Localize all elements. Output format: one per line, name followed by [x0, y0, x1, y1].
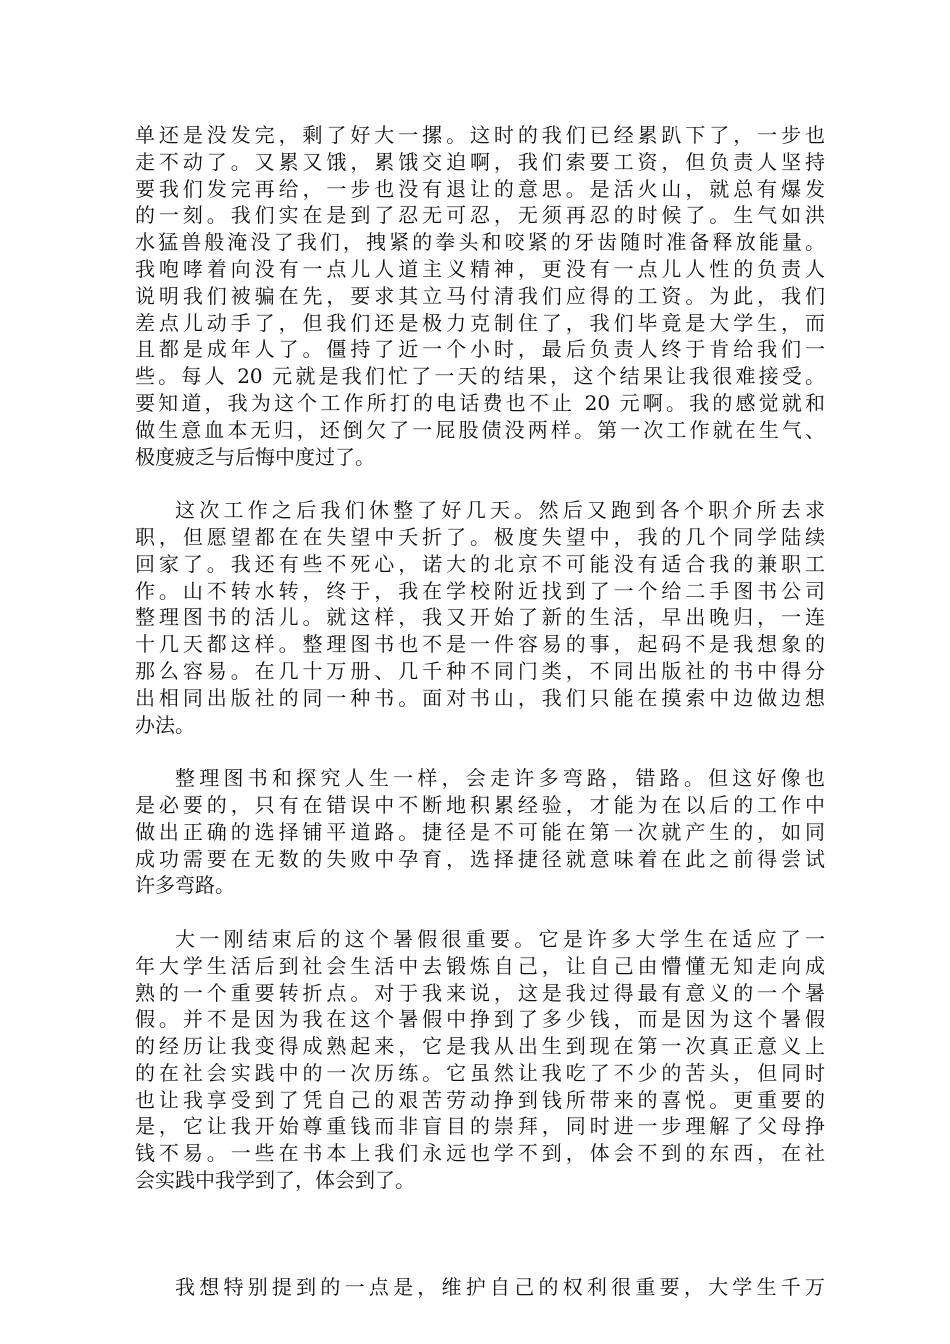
text-line: 我想特别提到的一点是，维护自己的权利很重要，大学生千万: [175, 1274, 825, 1299]
text-line: 的经历让我变得成熟起来，它是我从出生到现在第一次真正意义上: [135, 1034, 825, 1059]
text-line: 单还是没发完，剩了好大一摞。这时的我们已经累趴下了，一步也: [135, 123, 825, 147]
text-line: 说明我们被骗在先，要求其立马付清我们应得的工资。为此，我们: [135, 283, 825, 308]
text-line: 些。每人 20 元就是我们忙了一天的结果，这个结果让我很难接受。: [135, 364, 825, 389]
text-line: 差点儿动手了，但我们还是极力克制住了，我们毕竟是大学生，而: [135, 310, 825, 335]
text-line: 是必要的，只有在错误中不断地积累经验，才能为在以后的工作中: [135, 792, 825, 817]
paragraph-5: [135, 1274, 825, 1301]
paragraph-2: [135, 497, 825, 738]
text-line: 回家了。我还有些不死心，诺大的北京不可能没有适合我的兼职工: [135, 551, 825, 576]
document-body: [135, 122, 825, 1327]
text-line: 整理图书和探究人生一样，会走许多弯路，错路。但这好像也: [175, 766, 825, 791]
text-line: 办法。: [135, 712, 195, 737]
text-line: 的一刻。我们实在是到了忍无可忍，无须再忍的时候了。生气如洪: [135, 203, 825, 228]
text-line: 做出正确的选择铺平道路。捷径是不可能在第一次就产生的，如同: [135, 819, 825, 844]
text-line: 许多弯路。: [135, 873, 235, 898]
text-line: 要我们发完再给，一步也没有退让的意思。是活火山，就总有爆发: [135, 176, 825, 201]
text-line: 作。山不转水转，终于，我在学校附近找到了一个给二手图书公司: [135, 578, 825, 603]
text-line: 职，但愿望都在在失望中夭折了。极度失望中，我的几个同学陆续: [135, 524, 825, 549]
text-line: 是，它让我开始尊重钱而非盲目的崇拜，同时进一步理解了父母挣: [135, 1114, 825, 1139]
paragraph-4: [135, 926, 825, 1194]
text-line: 熟的一个重要转折点。对于我来说，这是我过得最有意义的一个暑: [135, 980, 825, 1005]
text-line: 我咆哮着向没有一点儿人道主义精神，更没有一点儿人性的负责人: [135, 256, 825, 281]
text-line: 走不动了。又累又饿，累饿交迫啊，我们索要工资，但负责人坚持: [135, 149, 825, 174]
text-line: 出相同出版社的同一种书。面对书山，我们只能在摸索中边做边想: [135, 685, 825, 710]
text-line: 假。并不是因为我在这个暑假中挣到了多少钱，而是因为这个暑假: [135, 1007, 825, 1032]
text-line: 且都是成年人了。僵持了近一个小时，最后负责人终于肯给我们一: [135, 337, 825, 362]
text-line: 那么容易。在几十万册、几千种不同门类，不同出版社的书中得分: [135, 658, 825, 683]
text-line: 十几天都这样。整理图书也不是一件容易的事，起码不是我想象的: [135, 632, 825, 657]
text-line: 会实践中我学到了，体会到了。: [135, 1168, 415, 1193]
text-line: 水猛兽般淹没了我们，拽紧的拳头和咬紧的牙齿随时准备释放能量。: [135, 230, 825, 255]
text-line: 钱不易。一些在书本上我们永远也学不到，体会不到的东西，在社: [135, 1141, 825, 1166]
text-line: 要知道，我为这个工作所打的电话费也不止 20 元啊。我的感觉就和: [135, 390, 825, 415]
text-line: 的在社会实践中的一次历练。它虽然让我吃了不少的苦头，但同时: [135, 1060, 825, 1085]
text-line: 极度疲乏与后悔中度过了。: [135, 444, 375, 469]
text-line: 年大学生活后到社会生活中去锻炼自己，让自己由懵懂无知走向成: [135, 953, 825, 978]
text-line: 也让我享受到了凭自己的艰苦劳动挣到钱所带来的喜悦。更重要的: [135, 1087, 825, 1112]
text-line: 整理图书的活儿。就这样，我又开始了新的生活，早出晚归，一连: [135, 605, 825, 630]
text-line: 做生意血本无归，还倒欠了一屁股债没两样。第一次工作就在生气、: [135, 417, 825, 442]
text-line: 成功需要在无数的失败中孕育，选择捷径就意味着在此之前得尝试: [135, 846, 825, 871]
text-line: 这次工作之后我们休整了好几天。然后又跑到各个职介所去求: [175, 498, 825, 523]
paragraph-1: [135, 122, 825, 470]
paragraph-3: [135, 765, 825, 899]
text-line: 大一刚结束后的这个暑假很重要。它是许多大学生在适应了一: [175, 926, 825, 951]
